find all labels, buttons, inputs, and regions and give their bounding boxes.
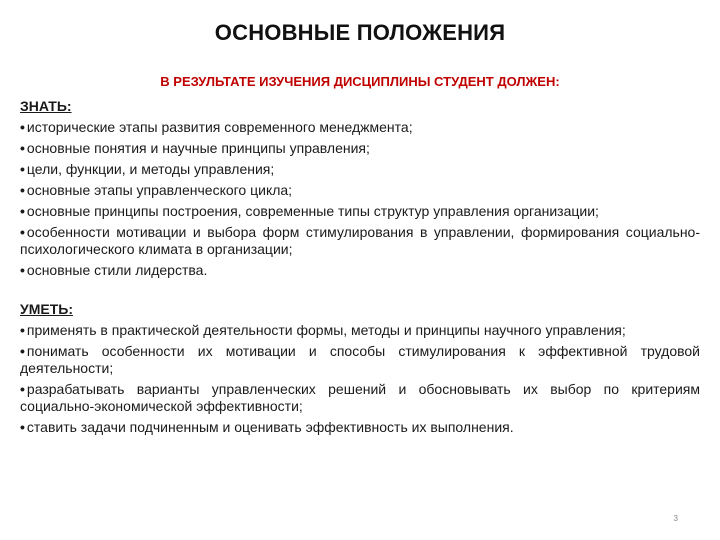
can-item	[20, 322, 700, 339]
know-heading: ЗНАТЬ:	[20, 98, 72, 114]
know-item	[20, 203, 700, 220]
can-list	[20, 322, 700, 436]
bullet-icon: •	[20, 224, 25, 240]
know-item	[20, 224, 700, 258]
know-item-text: основные понятия и научные принципы управления;	[26, 140, 370, 156]
know-item	[20, 161, 700, 178]
know-item	[20, 119, 700, 136]
know-item-text: основные стили лидерства.	[26, 262, 208, 278]
can-item	[20, 381, 700, 415]
know-item	[20, 262, 700, 279]
bullet-icon: •	[20, 182, 25, 198]
bullet-icon: •	[20, 419, 25, 435]
slide-subtitle: В РЕЗУЛЬТАТЕ ИЗУЧЕНИЯ ДИСЦИПЛИНЫ СТУДЕНТ ДОЛЖЕН:	[160, 74, 560, 89]
can-heading: УМЕТЬ:	[20, 301, 73, 317]
know-item-text: исторические этапы развития современного менеджмента;	[26, 119, 413, 135]
bullet-icon: •	[20, 262, 25, 278]
bullet-icon: •	[20, 140, 25, 156]
can-item-text: ставить задачи подчиненным и оценивать эффективность их выполнения.	[26, 419, 514, 435]
know-item	[20, 140, 700, 157]
bullet-icon: •	[20, 119, 25, 135]
bullet-icon: •	[20, 322, 25, 338]
can-item	[20, 419, 700, 436]
slide-title: ОСНОВНЫЕ ПОЛОЖЕНИЯ	[214, 20, 506, 45]
page-number: 3	[673, 514, 678, 523]
know-item-text: цели, функции, и методы управления;	[26, 161, 275, 177]
know-item-text: особенности мотивации и выбора форм стимулирования в управлении, формирования социально-психологического климата в организации;	[20, 224, 700, 257]
bullet-icon: •	[20, 161, 25, 177]
can-item-text: понимать особенности их мотивации и способы стимулирования к эффективной трудовой деятельности;	[20, 343, 700, 376]
know-item-text: основные этапы управленческого цикла;	[26, 182, 293, 198]
know-item-text: основные принципы построения, современные типы структур управления организации;	[26, 203, 599, 219]
know-list	[20, 119, 700, 279]
bullet-icon: •	[20, 203, 25, 219]
know-item	[20, 182, 700, 199]
bullet-icon: •	[20, 343, 25, 359]
can-item-text: разрабатывать варианты управленческих решений и обосновывать их выбор по критериям социально-экономической эффективности;	[20, 381, 700, 414]
slide-content	[20, 98, 700, 440]
can-item	[20, 343, 700, 377]
can-item-text: применять в практической деятельности формы, методы и принципы научного управления;	[26, 322, 626, 338]
bullet-icon: •	[20, 381, 25, 397]
